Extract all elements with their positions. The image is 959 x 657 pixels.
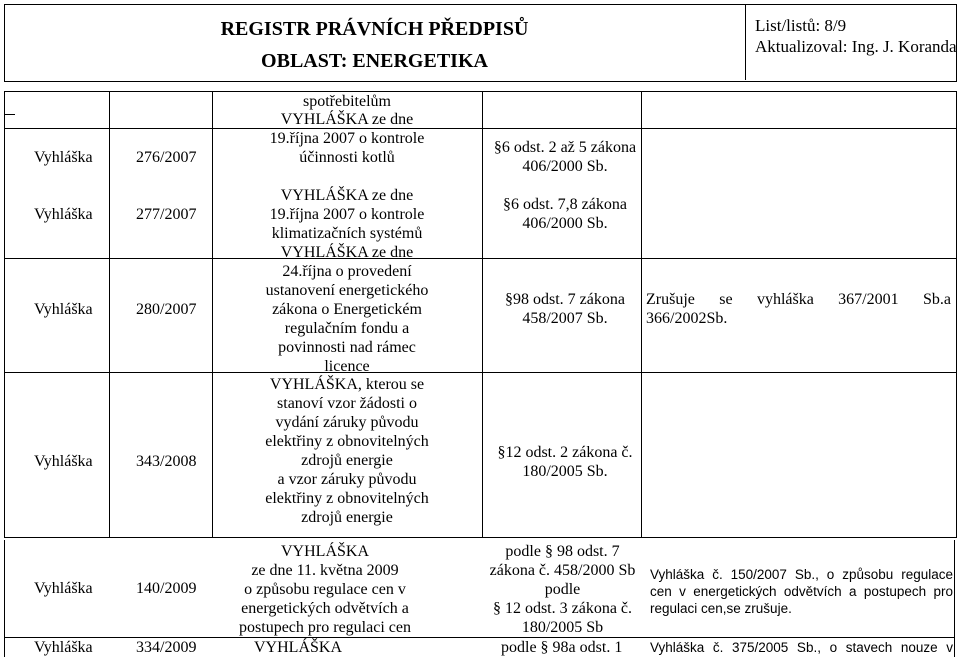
row-legal-basis: §12 odst. 2 zákona č. 180/2005 Sb. xyxy=(497,444,633,480)
row-legal-basis: podle § 98 odst. 7 zákona č. 458/2000 Sb podle § 12 odst. 3 zákona č. 180/2005 Sb xyxy=(489,543,636,636)
row-type: Vyhláška xyxy=(34,206,93,223)
row-title: VYHLÁŠKA ze dne 19.října 2007 o kontrole účinnosti kotlů xyxy=(269,111,425,166)
row-legal-basis: §6 odst. 7,8 zákona 406/2000 Sb. xyxy=(503,196,627,232)
row-number: 343/2008 xyxy=(136,453,197,470)
row-note: Zrušuje se vyhláška 367/2001 Sb.a 366/2002Sb. xyxy=(646,291,951,327)
row-fragment-text: spotřebitelům xyxy=(303,93,391,110)
col-divider xyxy=(4,540,5,657)
row-type: Vyhláška xyxy=(34,639,93,656)
row-title: VYHLÁŠKA ze dne 24.října o provedení ustanovení energetického zákona o Energetickém regulačním fondu a povinnosti nad rámec licence xyxy=(265,244,429,375)
row-title: VYHLÁŠKA ze dne 11. května 2009 o způsobu regulace cen v energetických odvětvích a postupech pro regulaci cen xyxy=(239,543,411,636)
row-number: 276/2007 xyxy=(136,149,197,166)
row-number: 280/2007 xyxy=(136,301,197,318)
row-type: Vyhláška xyxy=(34,580,93,597)
row-title: VYHLÁŠKA ze dne 19.října 2007 o kontrole klimatizačních systémů xyxy=(269,187,425,242)
row-number: 277/2007 xyxy=(136,206,197,223)
document-subtitle: OBLAST: ENERGETIKA xyxy=(261,50,488,72)
row-legal-basis: §98 odst. 7 zákona 458/2007 Sb. xyxy=(505,291,625,327)
row-note: Vyhláška č. 150/2007 Sb., o způsobu regulace cen v energetických odvětvích a postupech pro regulaci cen,se zrušuje. xyxy=(650,567,953,616)
document-title: REGISTR PRÁVNÍCH PŘEDPISŮ xyxy=(220,18,529,40)
row-type: Vyhláška xyxy=(34,301,93,318)
row-number: 140/2009 xyxy=(136,580,197,597)
row-type: Vyhláška xyxy=(34,453,93,470)
updated-by: Aktualizoval: Ing. J. Koranda xyxy=(755,37,957,56)
row-number: 334/2009 xyxy=(136,639,197,656)
row-note: Vyhláška č. 375/2005 Sb., o stavech nouze v xyxy=(650,640,953,655)
row-title: VYHLÁŠKA xyxy=(254,639,342,656)
row-type: Vyhláška xyxy=(34,149,93,166)
row-legal-basis: §6 odst. 2 až 5 zákona 406/2000 Sb. xyxy=(493,139,637,175)
row-title: VYHLÁŠKA, kterou se stanoví vzor žádosti o vydání záruky původu elektřiny z obnovitelných zdrojů energie a vzor záruky původu elektřiny z obnovitelných zdrojů energie xyxy=(265,376,429,526)
col-divider xyxy=(954,540,955,657)
row-legal-basis: podle § 98a odst. 1 xyxy=(501,639,623,656)
sheet-counter: List/listů: 8/9 xyxy=(755,16,847,35)
